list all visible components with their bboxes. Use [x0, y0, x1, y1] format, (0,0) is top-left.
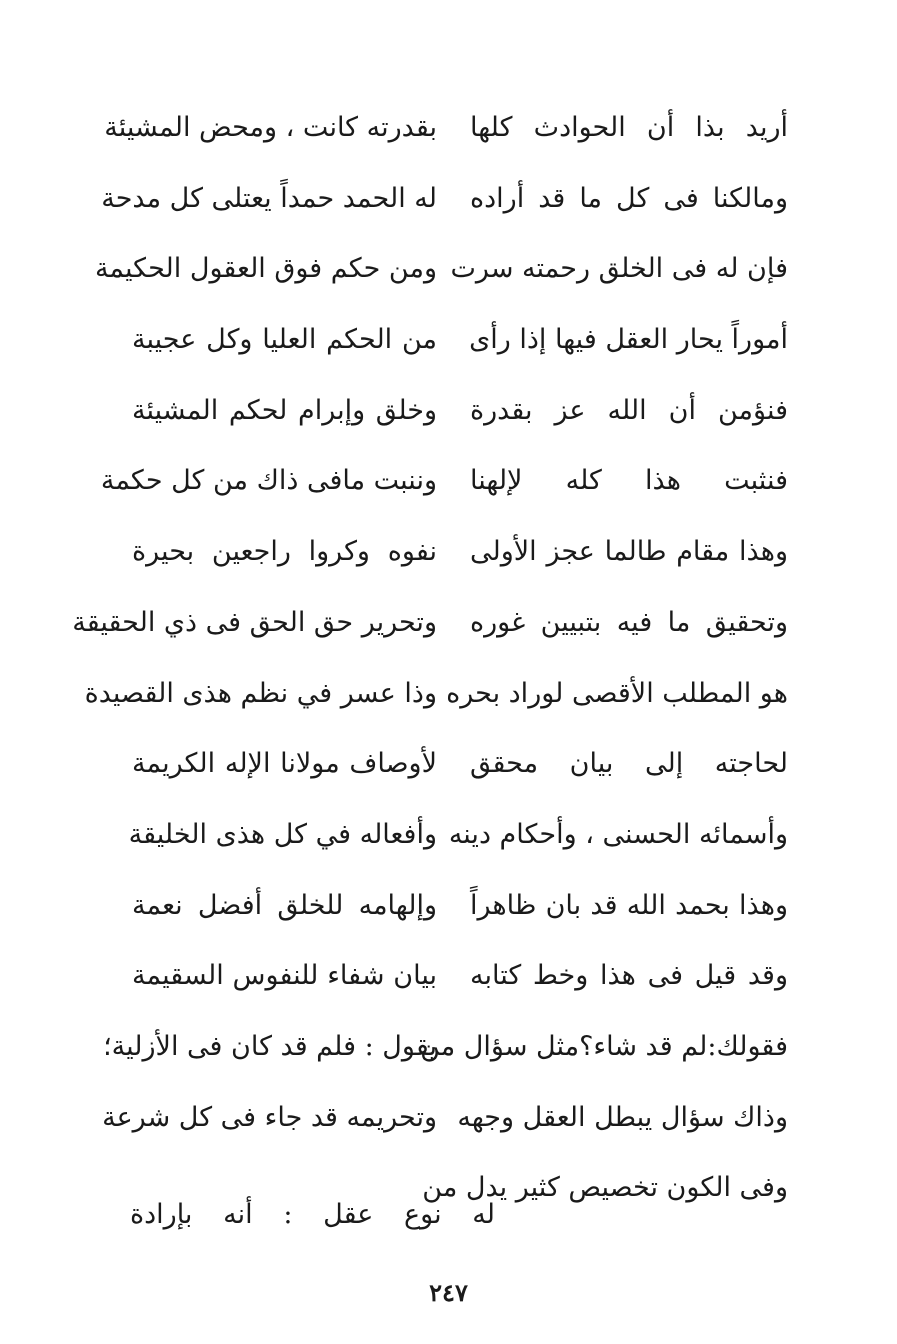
verse-10-first-hemistich: لحاجته إلى بيان محقق — [470, 748, 788, 780]
verse-14 — [103, 1012, 800, 1083]
verse-15 — [102, 1083, 800, 1154]
verse-8-first-hemistich: وتحقيق ما فيه بتبيين غوره — [470, 606, 788, 638]
verse-8-second-hemistich: وتحرير حق الحق فى ذي الحقيقة — [72, 606, 437, 638]
verse-12-first-hemistich: وهذا بحمد الله قد بان ظاهراً — [470, 889, 788, 921]
verse-14-second-hemistich: يقول : فلم قد كان فى الأزلية؛ — [103, 1030, 437, 1062]
verse-10 — [110, 729, 800, 800]
verse-13-second-hemistich: بيان شفاء للنفوس السقيمة — [132, 960, 437, 992]
verse-8 — [72, 588, 800, 659]
verse-5 — [110, 376, 800, 447]
verse-11-second-hemistich: وأفعاله في كل هذى الخليقة — [128, 818, 437, 850]
verse-7-second-hemistich: نفوه وكروا راجعين بحيرة — [132, 536, 437, 568]
verse-4 — [110, 305, 800, 376]
verse-12-second-hemistich: وإلهامه للخلق أفضل نعمة — [132, 889, 437, 921]
verse-11 — [110, 800, 800, 871]
verse-6-first-hemistich: فنثبت هذا كله لإلهنا — [470, 465, 788, 497]
verse-6-second-hemistich: وننبت مافى ذاك من كل حكمة — [100, 465, 437, 497]
verse-5-first-hemistich: فنؤمن أن الله عز بقدرة — [470, 394, 788, 426]
verse-5-second-hemistich: وخلق وإبرام لحكم المشيئة — [132, 394, 437, 426]
verse-13-first-hemistich: وقد قيل فى هذا وخط كتابه — [470, 960, 788, 992]
verse-2-second-hemistich: له الحمد حمداً يعتلى كل مدحة — [101, 182, 437, 214]
page-number: ٢٤٧ — [429, 1278, 468, 1307]
verse-11-first-hemistich: وأسمائه الحسنى ، وأحكام دينه — [448, 818, 788, 850]
verse-16-second-hemistich: له نوع عقل : أنه بإرادة — [130, 1199, 495, 1230]
verse-3-second-hemistich: ومن حكم فوق العقول الحكيمة — [94, 253, 437, 285]
verse-3-first-hemistich: فإن له فى الخلق رحمته سرت — [450, 253, 788, 285]
verse-12 — [110, 871, 800, 942]
verse-1-first-hemistich: أريد بذا أن الحوادث كلها — [470, 112, 788, 143]
verse-9-second-hemistich: وذا عسر في نظم هذى القصيدة — [84, 677, 437, 709]
verse-15-second-hemistich: وتحريمه قد جاء فى كل شرعة — [102, 1101, 437, 1133]
verse-6 — [100, 446, 800, 517]
verse-10-second-hemistich: لأوصاف مولانا الإله الكريمة — [132, 748, 437, 780]
verse-3 — [94, 234, 800, 305]
verse-4-second-hemistich: من الحكم العليا وكل عجيبة — [132, 324, 437, 356]
verse-14-first-hemistich: فقولك:لم قد شاء؟مثل سؤال من — [420, 1030, 788, 1062]
verse-15-first-hemistich: وذاك سؤال يبطل العقل وجهه — [457, 1101, 788, 1133]
verse-4-first-hemistich: أموراً يحار العقل فيها إذا رأى — [469, 324, 788, 356]
verse-2-first-hemistich: ومالكنا فى كل ما قد أراده — [470, 182, 788, 214]
verse-9 — [84, 659, 800, 730]
verse-9-first-hemistich: هو المطلب الأقصى لوراد بحره — [446, 677, 788, 709]
verse-7-first-hemistich: وهذا مقام طالما عجز الأولى — [470, 536, 788, 568]
verse-13 — [110, 941, 800, 1012]
verse-7 — [110, 517, 800, 588]
verse-1 — [104, 93, 800, 164]
verse-16-first-hemistich: وفى الكون تخصيص كثير يدل من — [422, 1172, 788, 1204]
poem — [72, 93, 800, 1224]
verse-1-second-hemistich: بقدرته كانت ، ومحض المشيئة — [104, 112, 437, 143]
verse-2 — [101, 164, 800, 235]
